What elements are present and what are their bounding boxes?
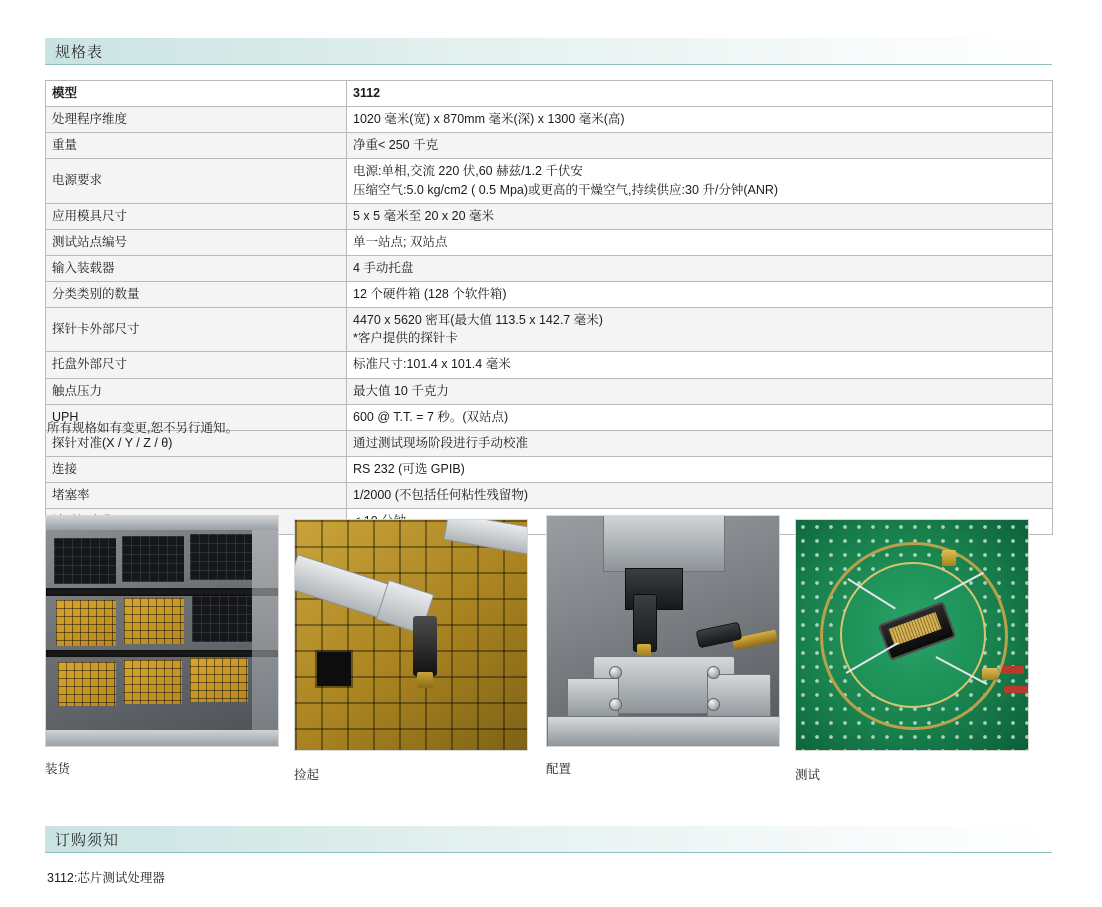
trays-of-chips-art (46, 516, 278, 746)
spec-key: UPH (46, 404, 347, 430)
photo-item (795, 519, 1027, 783)
test-site-mechanism-art (547, 516, 779, 746)
spec-key: 处理程序维度 (46, 107, 347, 133)
spec-key: 探针对准(X / Y / Z / θ) (46, 430, 347, 456)
spec-value-line-2: *客户提供的探针卡 (353, 331, 458, 346)
spec-value (347, 308, 1053, 352)
photo-caption: 捡起 (294, 768, 320, 782)
spec-key: 应用模具尺寸 (46, 203, 347, 229)
order-section-title: 订购须知 (55, 831, 120, 849)
table-row (46, 107, 1053, 133)
spec-section-title: 规格表 (55, 43, 104, 61)
spec-value-line-1: 4470 x 5620 密耳(最大值 113.5 x 142.7 毫米) (353, 313, 603, 328)
spec-value: 1020 毫米(宽) x 870mm 毫米(深) x 1300 毫米(高) (347, 107, 1053, 133)
spec-value: 标准尺寸:101.4 x 101.4 毫米 (347, 352, 1053, 378)
spec-footnote: 所有规格如有变更,恕不另行通知。 (47, 421, 238, 435)
spec-value: RS 232 (可选 GPIB) (347, 456, 1053, 482)
probe-card-pcb-art (796, 520, 1028, 750)
photo-item (546, 515, 778, 777)
spec-value (347, 159, 1053, 203)
spec-value: 600 @ T.T. = 7 秒。(双站点) (347, 404, 1053, 430)
spec-value: 最大值 10 千克力 (347, 378, 1053, 404)
spec-value: 通过测试现场阶段进行手动校准 (347, 430, 1053, 456)
spec-key: 重量 (46, 133, 347, 159)
spec-value: 12 个硬件箱 (128 个软件箱) (347, 282, 1053, 308)
spec-key: 触点压力 (46, 378, 347, 404)
spec-value-line-1: 电源:单相,交流 220 伏,60 赫兹/1.2 千伏安 (353, 164, 583, 179)
spec-key: 模型 (46, 81, 347, 107)
pick-head-wafer-art (295, 520, 527, 750)
table-row (46, 133, 1053, 159)
table-row (46, 456, 1053, 482)
spec-table-body (46, 81, 1053, 535)
table-row (46, 81, 1053, 107)
spec-key: 测试站点编号 (46, 229, 347, 255)
table-row (46, 159, 1053, 203)
table-row (46, 483, 1053, 509)
spec-value: 单一站点; 双站点 (347, 229, 1053, 255)
table-row (46, 282, 1053, 308)
spec-key: 探针卡外部尺寸 (46, 308, 347, 352)
photo-caption: 测试 (795, 768, 821, 782)
spec-key: 输入装载器 (46, 255, 347, 281)
photo-test-image (795, 519, 1029, 751)
spec-value: 1/2000 (不包括任何粘性残留物) (347, 483, 1053, 509)
photo-item (294, 519, 526, 783)
spec-value: 4 手动托盘 (347, 255, 1053, 281)
table-row (46, 352, 1053, 378)
spec-key: 电源要求 (46, 159, 347, 203)
spec-key: 连接 (46, 456, 347, 482)
spec-key: 分类类别的数量 (46, 282, 347, 308)
spec-section-header (45, 38, 1052, 65)
photo-gallery (0, 515, 1102, 805)
table-row (46, 229, 1053, 255)
table-row (46, 378, 1053, 404)
photo-item (45, 515, 277, 777)
photo-caption: 装货 (45, 762, 71, 776)
photo-caption: 配置 (546, 762, 572, 776)
table-row (46, 255, 1053, 281)
spec-value: 净重< 250 千克 (347, 133, 1053, 159)
table-row (46, 308, 1053, 352)
spec-key: 托盘外部尺寸 (46, 352, 347, 378)
spec-value: 3112 (347, 81, 1053, 107)
spec-value: 5 x 5 毫米至 20 x 20 毫米 (347, 203, 1053, 229)
photo-loading-image (45, 515, 279, 747)
spec-key: 堵塞率 (46, 483, 347, 509)
photo-pick-image (294, 519, 528, 751)
order-section-text: 3112:芯片测试处理器 (47, 871, 165, 885)
order-section-header (45, 826, 1052, 853)
specifications-table (45, 80, 1053, 535)
table-row (46, 203, 1053, 229)
photo-configuration-image (546, 515, 780, 747)
spec-value-line-2: 压缩空气:5.0 kg/cm2 ( 0.5 Mpa)或更高的干燥空气,持续供应:30 升/分钟(ANR) (353, 182, 779, 197)
